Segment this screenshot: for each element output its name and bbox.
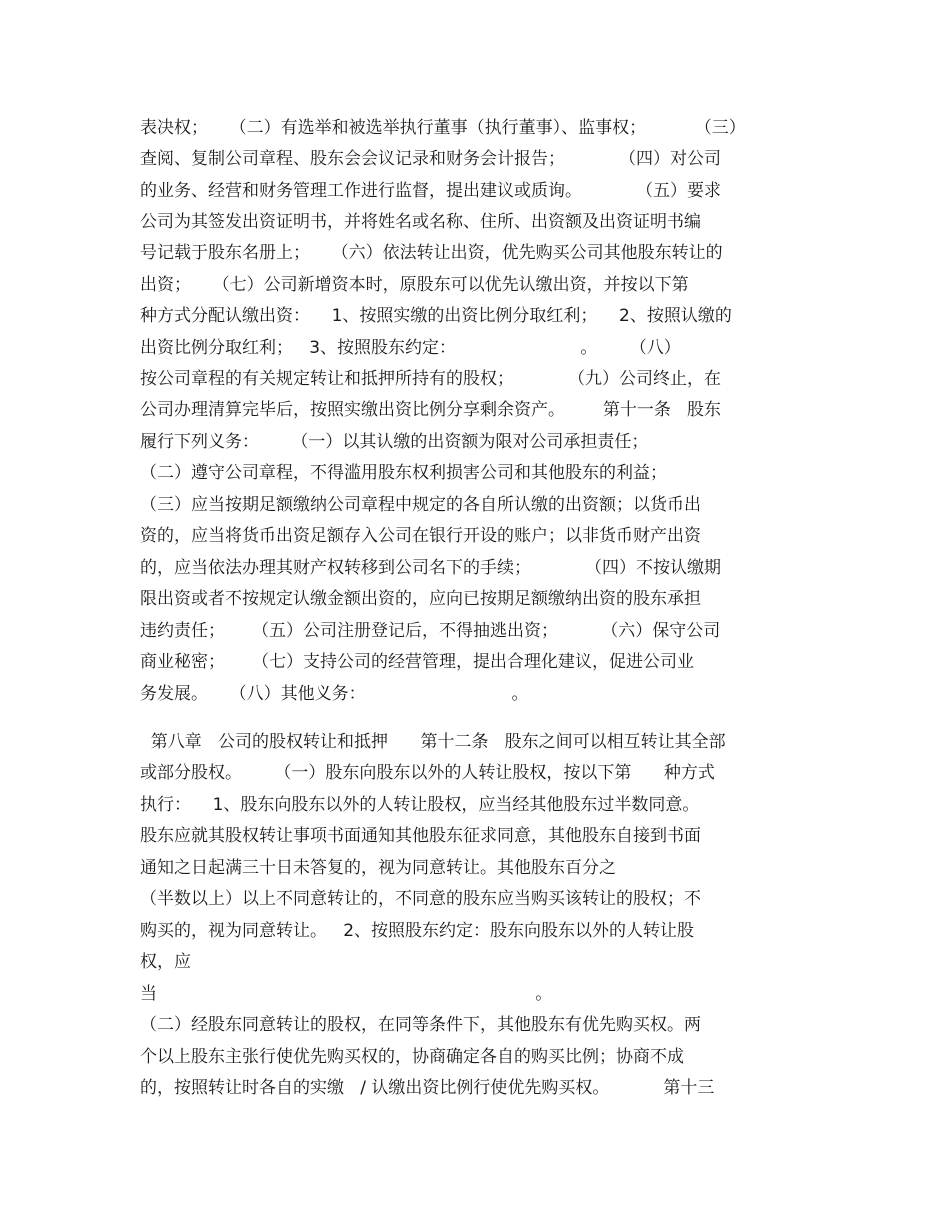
chapter-heading-line: 第八章 公司的股权转让和抵押 第十二条 股东之间可以相互转让其全部	[140, 732, 726, 752]
text-line: 的业务、经营和财务管理工作进行监督，提出建议或质询。 （五）要求	[140, 181, 722, 201]
text-line: 当 。	[140, 984, 553, 1004]
text-line: （二）遵守公司章程，不得滥用股东权利损害公司和其他股东的利益；	[140, 463, 667, 483]
text-line: 的，应当依法办理其财产权转移到公司名下的手续； （四）不按认缴期	[140, 558, 722, 578]
text-line: 权，应	[140, 952, 191, 972]
text-line: 的，按照转让时各自的实缴 / 认缴出资比例行使优先购买权。 第十三	[140, 1078, 715, 1098]
text-line: 违约责任； （五）公司注册登记后，不得抽逃出资； （六）保守公司	[140, 621, 721, 641]
text-line: （半数以上）以上不同意转让的，不同意的股东应当购买该转让的股权；不	[140, 889, 701, 909]
text-line: 按公司章程的有关规定转让和抵押所持有的股权； （九）公司终止，在	[140, 369, 722, 389]
text-line: 出资比例分取红利； 3、按照股东约定： 。 （八）	[140, 338, 681, 358]
text-line: （三）应当按期足额缴纳公司章程中规定的各自所认缴的出资额；以货币出	[140, 495, 701, 515]
text-line: 执行： 1、股东向股东以外的人转让股权，应当经其他股东过半数同意。	[140, 795, 700, 815]
text-line: 限出资或者不按规定认缴金额出资的，应向已按期足额缴纳出资的股东承担	[140, 589, 701, 609]
text-line: 出资； （七）公司新增资本时，原股东可以优先认缴出资，并按以下第	[140, 275, 689, 295]
text-line: 商业秘密； （七）支持公司的经营管理，提出合理化建议，促进公司业	[140, 652, 695, 672]
text-line: 通知之日起满三十日未答复的，视为同意转让。其他股东百分之	[140, 858, 616, 878]
text-line: 资的，应当将货币出资足额存入公司在银行开设的账户；以非货币财产出资	[140, 526, 701, 546]
text-line: 号记载于股东名册上； （六）依法转让出资，优先购买公司其他股东转让的	[140, 243, 723, 263]
text-line: 履行下列义务： （一）以其认缴的出资额为限对公司承担责任；	[140, 432, 649, 452]
text-line: 公司为其签发出资证明书，并将姓名或名称、住所、出资额及出资证明书编	[140, 212, 701, 232]
text-line: （二）经股东同意转让的股权，在同等条件下，其他股东有优先购买权。两	[140, 1015, 701, 1035]
text-line: 务发展。 （八）其他义务： 。	[140, 684, 529, 704]
text-line: 购买的，视为同意转让。 2、按照股东约定：股东向股东以外的人转让股	[140, 921, 695, 941]
text-line: 股东应就其股权转让事项书面通知其他股东征求同意，其他股东自接到书面	[140, 826, 701, 846]
text-line: 个以上股东主张行使优先购买权的，协商确定各自的购买比例；协商不成	[140, 1047, 684, 1067]
text-line: 查阅、复制公司章程、股东会会议记录和财务会计报告； （四）对公司	[140, 149, 722, 169]
text-line: 表决权； （二）有选举和被选举执行董事（执行董事）、监事权； （三）	[140, 118, 746, 138]
text-line: 种方式分配认缴出资： 1、按照实缴的出资比例分取红利； 2、按照认缴的	[140, 306, 732, 326]
text-line: 公司办理清算完毕后，按照实缴出资比例分享剩余资产。 第十一条 股东	[140, 400, 722, 420]
text-line: 或部分股权。 （一）股东向股东以外的人转让股权，按以下第 种方式	[140, 763, 715, 783]
